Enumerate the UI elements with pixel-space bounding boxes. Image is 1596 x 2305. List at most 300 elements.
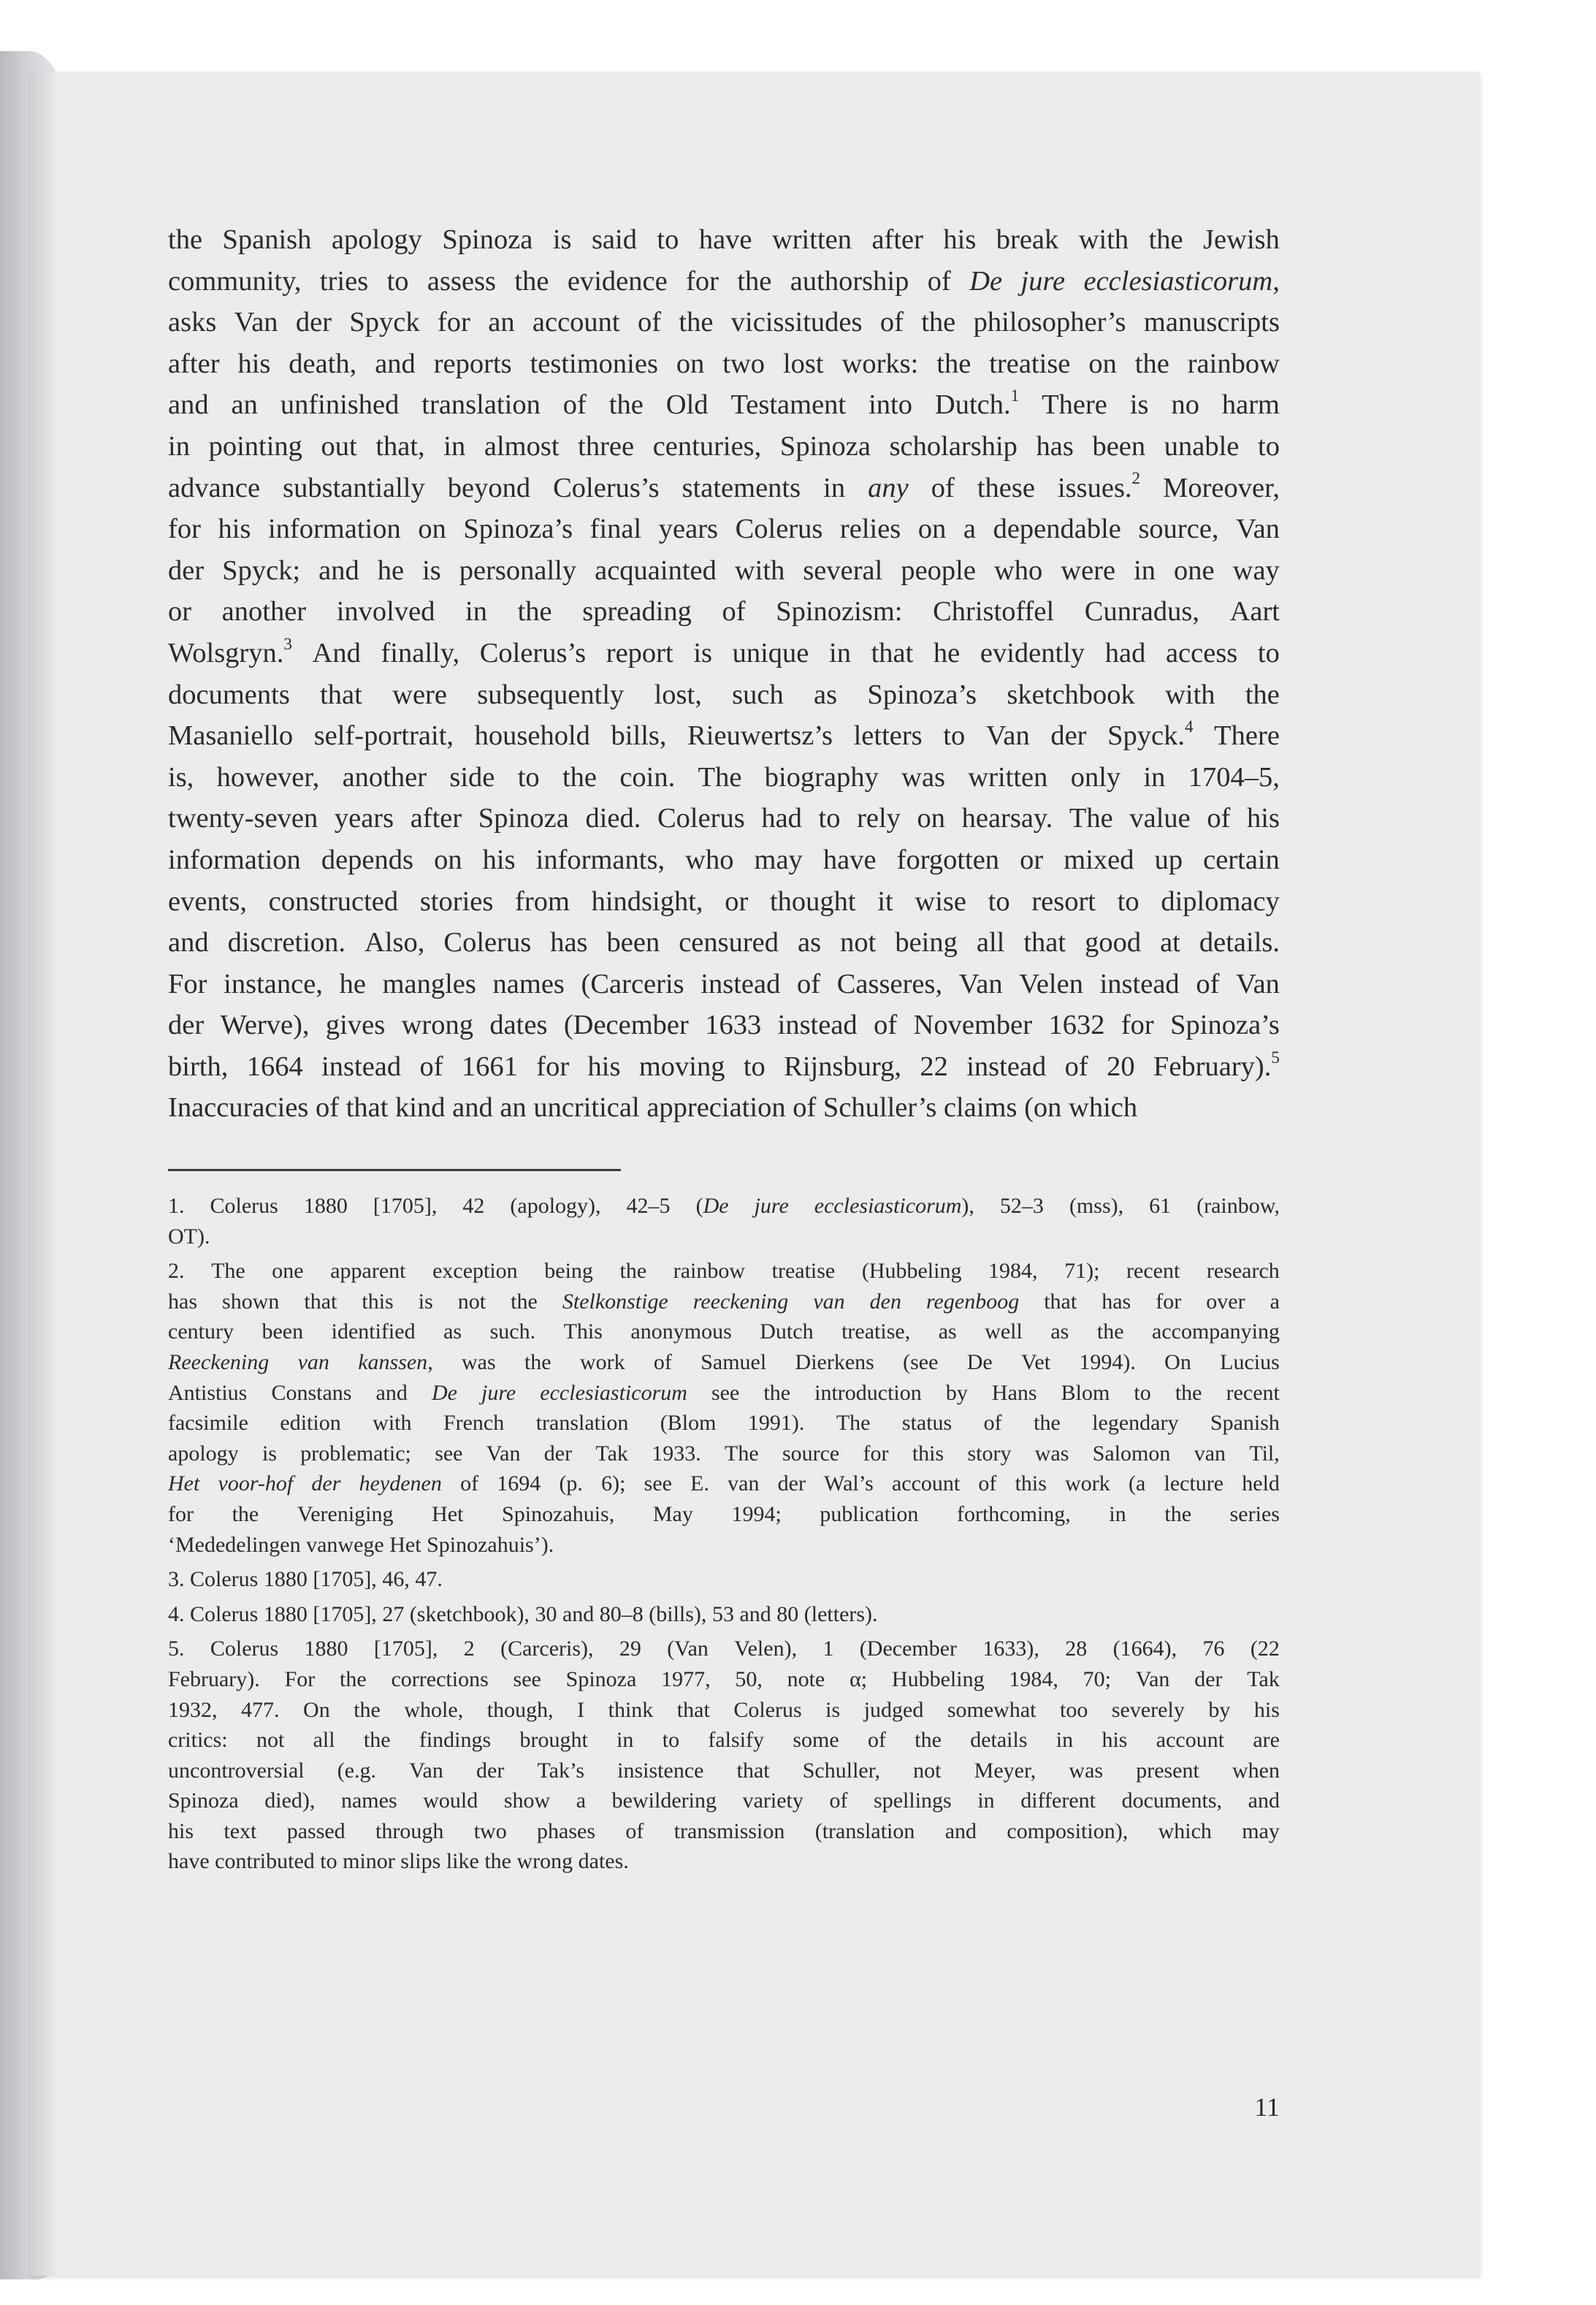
text-line [168,1087,1280,1129]
word: source [782,1441,840,1466]
word: events, [168,885,247,917]
word: somewhat [947,1697,1036,1722]
word: anonymous [630,1319,732,1344]
word: dates [489,1010,548,1041]
word: Constans [271,1380,352,1405]
word: judged [863,1697,924,1722]
word: insistence [617,1758,704,1783]
text-line [168,881,1280,923]
word: der [168,555,205,586]
word: 1984, [988,1259,1038,1284]
word: two [473,1818,507,1843]
word: 61 [1149,1194,1172,1218]
word: his [218,514,251,545]
word: variety [742,1788,803,1813]
word: of [829,1788,848,1813]
word: only [1070,761,1121,793]
word: the [1134,348,1169,379]
footnote-rule [168,1169,621,1171]
word: of [1064,1051,1088,1082]
word: 1632 [1048,1010,1105,1041]
word: as [443,1319,462,1344]
word: by [1208,1697,1231,1722]
word: of [797,968,821,999]
word: value [1129,803,1191,834]
word: 80 [776,1601,799,1626]
text-line [168,550,1280,592]
word: have [822,844,877,875]
text-line [168,1664,1280,1695]
word: details [970,1728,1028,1753]
word: work [1065,1471,1110,1496]
word: had [761,803,802,834]
word: dependable [993,514,1121,545]
word: (on [1024,1092,1062,1124]
word: issues.$^2$ [1057,468,1141,503]
text-line [168,674,1280,716]
word: Werve), [220,1010,310,1041]
word: Van [234,307,278,338]
text-line [168,1408,1280,1439]
word: (bills), [649,1601,707,1626]
text-line [168,1786,1280,1816]
word: has [550,927,588,959]
word: the [936,348,971,379]
word: as [814,679,838,710]
footnote [168,1634,1280,1877]
word: November [913,1010,1033,1041]
word: that [736,1758,770,1783]
word: his [482,844,516,875]
word: of [931,472,955,503]
word: Colerus [210,1637,279,1661]
word: Blom [1061,1380,1110,1405]
word: Cunradus, [1084,596,1199,628]
word: (sketchbook), [409,1601,530,1626]
word: have [698,224,752,255]
word: and [375,348,416,379]
word: testimonies [530,348,658,379]
word: account [891,1471,961,1496]
word: The [725,1441,759,1466]
word: is [825,1697,841,1722]
word: Schuller, [802,1758,881,1783]
word: (rainbow, [1196,1194,1280,1218]
word: And [312,637,361,668]
word: thought [769,885,856,917]
word: For [168,968,207,999]
word: Spanish [222,224,312,255]
word: 1633), [982,1637,1039,1661]
word: of [927,265,951,297]
word: Vet [1021,1349,1051,1374]
word: coin. [619,761,676,793]
text-line [168,1756,1280,1786]
word: instance, [224,968,323,999]
word: the [168,224,203,255]
word: Samuel [700,1349,767,1374]
word: way [1232,555,1280,586]
word: 30 [535,1601,557,1626]
word: who [993,555,1043,586]
word: critics: [168,1728,228,1753]
text-line [168,1046,1280,1088]
word: the [511,1289,538,1314]
word: For [284,1666,316,1691]
word: was [1069,1758,1104,1783]
word: finally, [381,637,460,668]
word: asks [168,307,217,338]
word: and [168,927,209,959]
word: for [536,1051,570,1082]
footnotes [168,1191,1280,1881]
word: falsify [708,1728,765,1753]
word: Hans [991,1380,1037,1405]
text-line [168,1530,1280,1561]
word: that [345,1092,389,1124]
word: some [793,1728,839,1753]
word: had [1104,637,1146,668]
word: the [915,1728,942,1753]
word: all [313,1728,335,1753]
word: the [524,1349,551,1374]
word: problematic; [300,1441,411,1466]
word: different [1020,1788,1096,1813]
word: brought [519,1728,588,1753]
word: den [869,1289,901,1314]
word: (apology), [510,1194,601,1218]
word: acquainted [595,555,717,586]
text-line [168,1005,1280,1046]
word: Velen), [734,1637,798,1661]
word: as [1050,1319,1069,1344]
word: the [232,1501,259,1526]
word: Testament [730,389,847,421]
word: [1705], [313,1601,377,1626]
word: for [1120,1010,1154,1041]
word: minor [343,1849,395,1874]
word: which [1069,1092,1138,1124]
word: 76 [1202,1637,1225,1661]
word: for [1156,1289,1182,1314]
word: Van [1135,1666,1170,1691]
word: in [1055,1728,1074,1753]
word: May [652,1501,693,1526]
word: 5. [168,1637,185,1661]
word: apology [331,224,422,255]
word: jure [481,1380,516,1405]
word: moving [638,1051,725,1082]
word: to [657,224,679,255]
word: names [492,968,565,999]
word: ‘Mededelingen [168,1532,301,1557]
word: on [434,844,462,875]
footnote-marker: 3 [283,633,292,653]
word: not [913,1758,942,1783]
word: of [460,1471,479,1496]
word: would [423,1788,478,1813]
word: that [320,679,362,710]
word: scholarship [889,430,1017,462]
word: (see [903,1349,939,1374]
text-line [168,591,1280,633]
word: see [513,1666,541,1691]
text-line [168,1439,1280,1469]
word: being [895,927,958,959]
word: status [901,1411,952,1436]
word: The [211,1259,245,1284]
word: series [1229,1501,1280,1526]
word: in [1143,761,1166,793]
word: research [1206,1259,1280,1284]
word: 47. [415,1567,443,1592]
word: and [168,389,209,421]
word: 2 [463,1637,475,1661]
word: in [1109,1501,1126,1526]
word: regenboog [926,1289,1020,1314]
text-line [168,964,1280,1005]
word: De [966,1349,993,1374]
word: constructed [268,885,399,917]
word: Spinoza’s [1170,1010,1280,1041]
word: Spinoza’s [463,514,573,545]
word: his [1253,1697,1280,1722]
word: who [685,844,734,875]
word: On [1164,1349,1191,1374]
word: Schuller’s [822,1092,937,1124]
word: hindsight, [591,885,703,917]
word: reports [433,348,512,379]
word: sketchbook [1007,679,1135,710]
word: to [1258,430,1280,462]
word: any [868,472,909,503]
word: was [462,1349,496,1374]
word: as [938,1319,957,1344]
word: der [476,1758,505,1783]
word: edition [280,1411,341,1436]
word: van [297,1349,329,1374]
word: exception [432,1259,518,1284]
word: spellings [874,1788,952,1813]
word: a [1269,1289,1280,1314]
word: household [474,720,590,752]
word: documents, [1121,1788,1223,1813]
word: Spinoza [168,1788,239,1813]
word: personally [459,555,577,586]
word: phases [537,1818,596,1843]
footnote [168,1256,1280,1560]
word: tries [319,265,369,297]
word: whole, [404,1697,464,1722]
word: on [418,514,446,545]
word: treatise [771,1259,836,1284]
word: der [1194,1666,1223,1691]
word: documents [168,679,290,710]
word: on [1088,348,1117,379]
word: years [334,803,394,834]
word: two [722,348,765,379]
text-line [168,798,1280,839]
word: were [392,679,447,710]
word: the [1034,1411,1061,1436]
word: Christoffel [933,596,1055,628]
word: Van [1236,968,1280,999]
word: van [813,1289,845,1314]
word: There [1042,389,1107,421]
word: spreading [582,596,692,628]
word: (De [695,1194,729,1218]
word: the [340,1666,367,1691]
word: assess [427,265,497,297]
text-line [168,1695,1280,1726]
word: (letters). [803,1601,878,1626]
word: he [377,555,405,586]
word: 1977, [661,1666,711,1691]
word: (1664), [1112,1637,1177,1661]
word: Het [168,1471,200,1496]
word: 1932, [168,1697,218,1722]
word: vicissitudes [730,307,863,338]
word: uncontroversial [168,1758,305,1783]
word: may [1242,1818,1280,1843]
word: (Carceris), [500,1637,594,1661]
word: harm [1221,389,1280,421]
word: Reeckening [168,1349,270,1374]
word: to [662,1728,680,1753]
word: Wal’s [824,1471,874,1496]
word: Dutch [760,1319,814,1344]
text-line [168,508,1280,550]
word: jure [1020,265,1066,297]
word: was [1034,1441,1069,1466]
word: 6); [601,1471,626,1496]
word: resort [1031,885,1096,917]
word: the [517,596,552,628]
word: Van [409,1758,443,1783]
word: appreciation [646,1092,786,1124]
word: Casseres, [836,968,943,999]
word: his [1247,803,1280,834]
word: the [619,1259,647,1284]
word: this [1015,1471,1047,1496]
word: shown [222,1289,280,1314]
word: wrong [401,1010,473,1041]
word: Van [958,968,1003,999]
footnote-marker: 5 [1271,1047,1280,1067]
word: note [787,1666,825,1691]
word: the [921,307,956,338]
word: not [840,927,877,959]
text-line [168,1191,1280,1222]
word: Colerus [190,1601,259,1626]
word: which [1158,1818,1212,1843]
word: this [912,1441,944,1466]
word: der [543,1441,573,1466]
word: (e.g. [337,1758,377,1783]
word: is, [168,761,194,793]
word: however, [216,761,320,793]
word: dates. [578,1849,629,1874]
word: that [304,1289,337,1314]
word: of [793,1092,817,1124]
word: accompanying [1152,1319,1280,1344]
word: 1933. [652,1441,701,1466]
word: Spinozahuis’). [427,1532,554,1557]
word: the [562,761,597,793]
word: such. [489,1319,536,1344]
text-line [168,1378,1280,1409]
word: 1694 [497,1471,541,1496]
word: years [658,514,719,545]
word: his [943,224,977,255]
word: claims [943,1092,1017,1124]
word: though, [486,1697,554,1722]
footnote [168,1191,1280,1251]
word: gives [325,1010,386,1041]
word: contributed [215,1849,315,1874]
text-line [168,922,1280,964]
word: not [256,1728,285,1753]
word: to [386,265,409,297]
word: died), [264,1788,316,1813]
word: (December [563,1010,689,1041]
word: Wolsgryn.$^3$ [168,633,292,668]
word: Hubbeling [891,1666,985,1691]
text-line [168,302,1280,343]
word: one [1174,555,1215,586]
word: 1880 [303,1194,348,1218]
word: in [977,1788,995,1813]
word: treatise [989,348,1071,379]
word: in [823,472,846,503]
text-line [168,715,1280,757]
word: French [443,1411,505,1436]
word: into [868,389,912,421]
word: said [591,224,637,255]
word: Rijnsburg, [784,1051,901,1082]
word: statements [681,472,801,503]
word: passed [286,1818,345,1843]
word: Masaniello [168,720,294,752]
word: 71); [1064,1259,1100,1284]
word: written [968,761,1048,793]
word: 477. [241,1697,280,1722]
word: 50, [735,1666,763,1691]
word: corrections [391,1666,489,1691]
word: of [1207,803,1231,834]
text-line [168,633,1280,674]
word: Dierkens [795,1349,874,1374]
word: and [944,1818,977,1843]
word: subsequently [477,679,625,710]
word: after [410,803,462,834]
word: jure [754,1194,789,1218]
word: for [168,1501,194,1526]
word: certain [1203,844,1280,875]
word: the [354,1697,381,1722]
word: censured [679,927,779,959]
word: another [221,596,307,628]
word: for [686,265,719,297]
word: to [1257,637,1280,668]
word: information [168,844,301,875]
word: with [734,555,785,586]
word: a [576,1788,587,1813]
word: an [231,389,258,421]
word: 80–8 [599,1601,644,1626]
word: over [1206,1289,1245,1314]
footnote-marker: 1 [1010,386,1020,405]
